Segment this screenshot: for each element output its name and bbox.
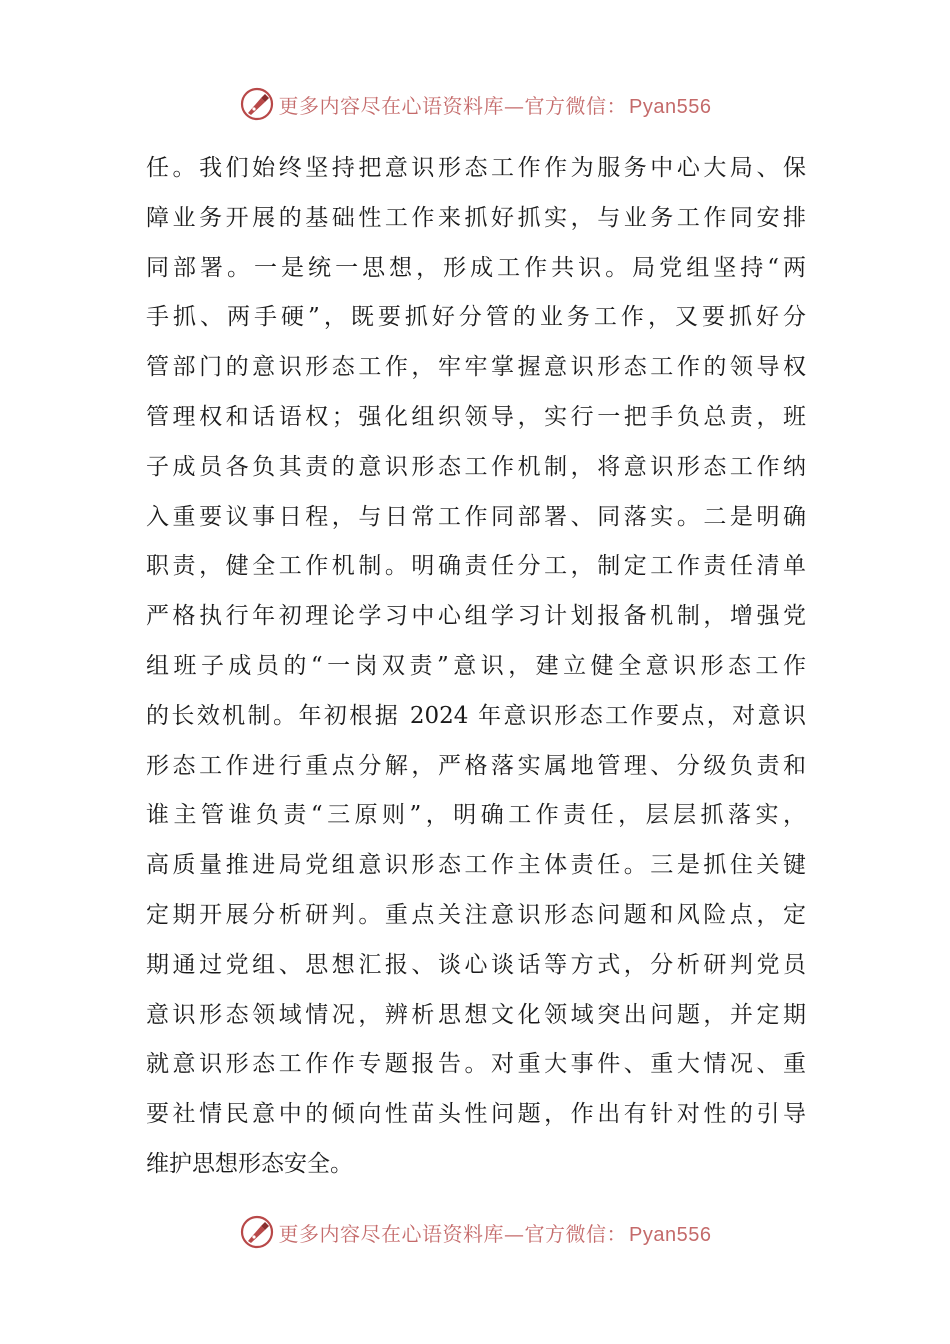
banner-site-text: 更多内容尽在心语资料库 <box>278 1221 505 1246</box>
body-line: 维护思想形态安全。 <box>146 1150 353 1177</box>
banner-wechat-id: Pyan556 <box>629 1223 712 1246</box>
document-body <box>146 144 806 1190</box>
pen-nib-logo-icon <box>239 86 275 122</box>
body-line: 的长效机制。年初根据 2024 年意识形态工作要点，对意识 <box>146 702 806 729</box>
body-line: 形态工作进行重点分解，严格落实属地管理、分级负责和 <box>146 752 806 779</box>
body-line: 意识形态领域情况，辨析思想文化领域突出问题，并定期 <box>146 1001 806 1028</box>
body-line: 期通过党组、思想汇报、谈心谈话等方式，分析研判党员 <box>146 951 806 978</box>
body-line: 组班子成员的“一岗双责”意识，建立健全意识形态工作 <box>146 652 806 679</box>
body-line: 入重要议事日程，与日常工作同部署、同落实。二是明确 <box>146 503 806 530</box>
body-line: 任。我们始终坚持把意识形态工作作为服务中心大局、保 <box>146 155 806 181</box>
body-line: 职责，健全工作机制。明确责任分工，制定工作责任清单 <box>146 553 806 580</box>
pen-nib-logo-icon <box>239 1214 275 1250</box>
body-line: 定期开展分析研判。重点关注意识形态问题和风险点，定 <box>146 901 806 928</box>
body-line: 要社情民意中的倾向性苗头性问题，作出有针对性的引导 <box>146 1101 806 1128</box>
body-line: 高质量推进局党组意识形态工作主体责任。三是抓住关键 <box>146 852 806 879</box>
header-banner <box>0 84 950 124</box>
body-line: 严格执行年初理论学习中心组学习计划报备机制，增强党 <box>146 603 806 630</box>
banner-dash: — <box>504 93 525 118</box>
body-line: 管部门的意识形态工作，牢牢掌握意识形态工作的领导权 <box>146 354 806 381</box>
body-line: 谁主管谁负责“三原则”，明确工作责任，层层抓落实， <box>146 802 806 829</box>
banner-text <box>279 90 712 119</box>
banner-wechat-label: 官方微信： <box>524 1221 628 1246</box>
body-line: 同部署。一是统一思想，形成工作共识。局党组坚持“两 <box>146 254 806 281</box>
banner-wechat-label: 官方微信： <box>524 93 628 118</box>
body-line: 就意识形态工作作专题报告。对重大事件、重大情况、重 <box>146 1051 806 1078</box>
body-line: 子成员各负其责的意识形态工作机制，将意识形态工作纳 <box>146 453 806 480</box>
banner-text <box>279 1218 712 1247</box>
banner-wechat-id: Pyan556 <box>629 95 712 118</box>
body-line: 障业务开展的基础性工作来抓好抓实，与业务工作同安排 <box>146 204 806 231</box>
body-line: 管理权和话语权；强化组织领导，实行一把手负总责，班 <box>146 403 806 430</box>
footer-banner <box>0 1212 950 1252</box>
banner-site-text: 更多内容尽在心语资料库 <box>278 93 505 118</box>
banner-dash: — <box>504 1221 525 1246</box>
body-line: 手抓、两手硬”，既要抓好分管的业务工作，又要抓好分 <box>146 304 806 331</box>
